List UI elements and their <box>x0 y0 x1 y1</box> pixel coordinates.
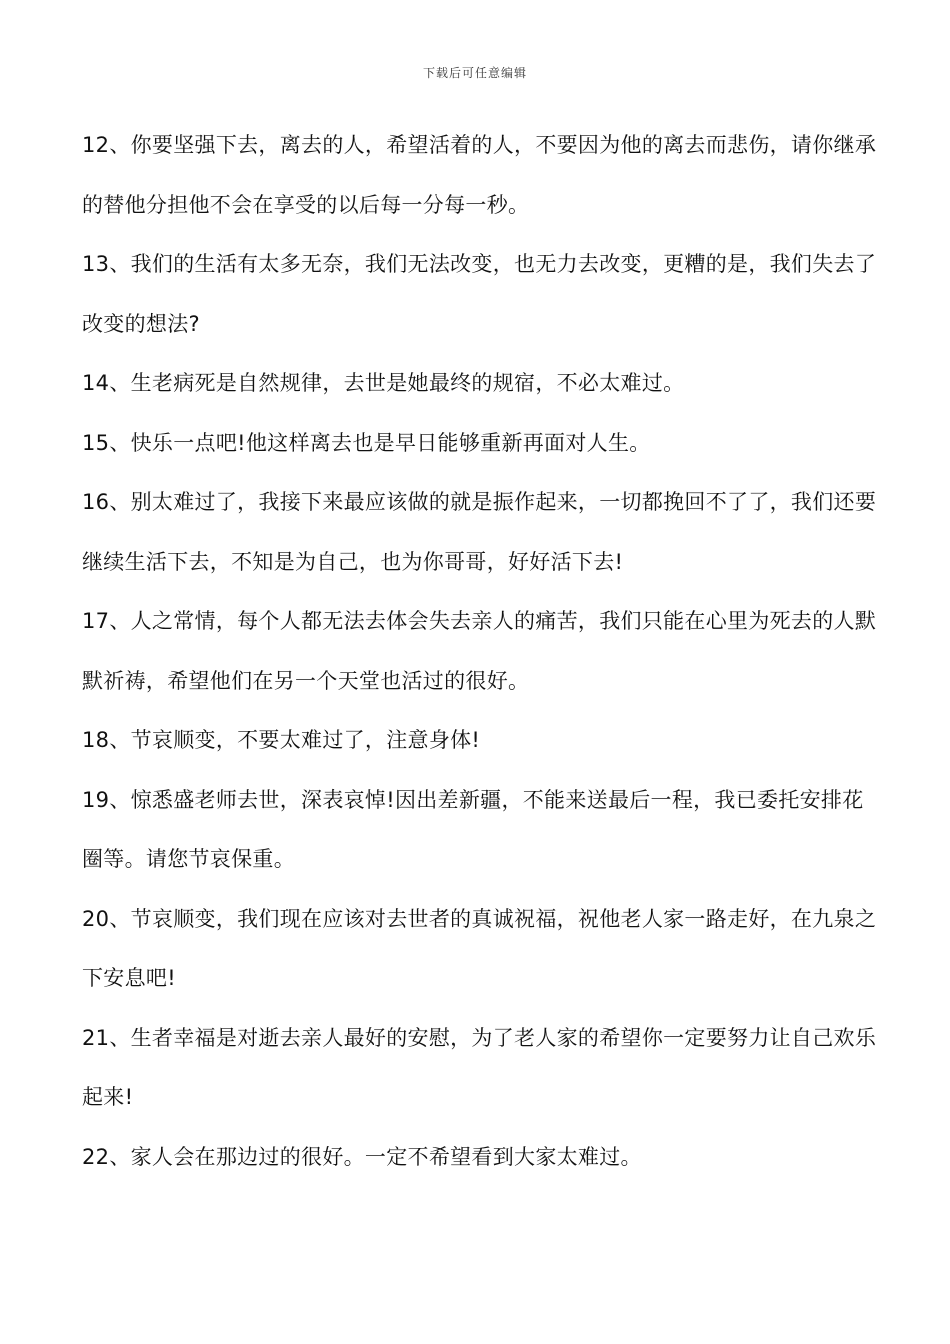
paragraph-13: 13、我们的生活有太多无奈，我们无法改变，也无力去改变，更糟的是，我们失去了改变的想法? <box>82 252 877 336</box>
paragraph-18: 18、节哀顺变，不要太难过了，注意身体! <box>82 728 481 752</box>
paragraph-12: 12、你要坚强下去，离去的人，希望活着的人，不要因为他的离去而悲伤，请你继承的替他分担他不会在享受的以后每一分每一秒。 <box>82 133 877 217</box>
document-body <box>82 116 882 1187</box>
paragraph-16: 16、别太难过了，我接下来最应该做的就是振作起来，一切都挽回不了了，我们还要继续生活下去，不知是为自己，也为你哥哥，好好活下去! <box>82 490 877 574</box>
page-header-note: 下载后可任意编辑 <box>422 66 527 80</box>
paragraph-14: 14、生老病死是自然规律，去世是她最终的规宿，不必太难过。 <box>82 371 685 395</box>
paragraph-21: 21、生者幸福是对逝去亲人最好的安慰，为了老人家的希望你一定要努力让自己欢乐起来! <box>82 1025 877 1109</box>
paragraph-19: 19、惊悉盛老师去世，深表哀悼!因出差新疆，不能来送最后一程，我已委托安排花圈等。请您节哀保重。 <box>82 787 864 871</box>
paragraph-22: 22、家人会在那边过的很好。一定不希望看到大家太难过。 <box>82 1144 642 1169</box>
paragraph-15: 15、快乐一点吧!他这样离去也是早日能够重新再面对人生。 <box>82 430 651 455</box>
paragraph-17: 17、人之常情，每个人都无法去体会失去亲人的痛苦，我们只能在心里为死去的人默默祈祷，希望他们在另一个天堂也活过的很好。 <box>82 609 877 693</box>
paragraph-20: 20、节哀顺变，我们现在应该对去世者的真诚祝福，祝他老人家一路走好，在九泉之下安息吧! <box>82 906 877 990</box>
